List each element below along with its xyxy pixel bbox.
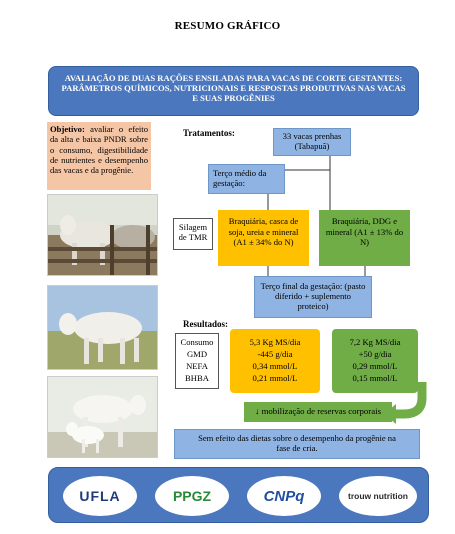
- param-consumo: Consumo: [180, 337, 214, 347]
- high-consumo: 5,3 Kg MS/dia: [249, 337, 301, 347]
- cnpq-logo-text: CNPq: [263, 487, 305, 505]
- result-high-box: [230, 329, 320, 393]
- ppgz-logo: [155, 476, 229, 516]
- page-title: RESUMO GRÁFICO: [174, 20, 281, 32]
- low-gmd: +50 g/dia: [358, 349, 392, 359]
- trouw-logo: [339, 476, 417, 516]
- high-bhba: 0,21 mmol/L: [252, 373, 298, 383]
- param-nefa: NEFA: [186, 361, 208, 371]
- results-label: Resultados:: [183, 319, 229, 329]
- cnpq-logo: [247, 476, 321, 516]
- silage-label: Silagem de TMR: [173, 218, 213, 250]
- objective-label: Objetivo:: [50, 124, 85, 134]
- treatments-label: Tratamentos:: [183, 128, 235, 138]
- result-params-box: [175, 333, 219, 389]
- high-gmd: -445 g/dia: [257, 349, 293, 359]
- ufla-logo-text: UFLA: [79, 488, 121, 504]
- final-third-box: Terço final da gestação: (pasto diferido + suplemento proteico): [254, 276, 372, 318]
- trouw-logo-text: trouw nutrition: [348, 491, 408, 501]
- footer-logos: [48, 467, 429, 523]
- cows-box: 33 vacas prenhas (Tabapuã): [273, 128, 351, 156]
- high-nefa: 0,34 mmol/L: [252, 361, 298, 371]
- param-gmd: GMD: [186, 349, 208, 359]
- ufla-logo: [63, 476, 137, 516]
- diet-high-box: Braquiária, casca de soja, ureia e mineral (A1 ± 34% do N): [218, 210, 309, 266]
- middle-third-box: Terço médio da gestação:: [208, 164, 285, 194]
- low-nefa: 0,29 mmol/L: [352, 361, 398, 371]
- progeny-box: Sem efeito das dietas sobre o desempenho da progênie na fase de cria.: [174, 429, 420, 459]
- low-bhba: 0,15 mmol/L: [352, 373, 398, 383]
- title-banner: AVALIAÇÃO DE DUAS RAÇÕES ENSILADAS PARA VACAS DE CORTE GESTANTES: PARÂMETROS QUÍMICOS, NUTRICIONAIS E RESPOSTAS PRODUTIVAS NAS VACAS E SUAS PROGÊNIES: [48, 66, 419, 116]
- param-bhba: BHBA: [185, 373, 209, 383]
- diet-low-box: Braquiária, DDG e mineral (A1 ± 13% do N): [319, 210, 410, 266]
- ppgz-logo-text: PPGZ: [172, 488, 212, 504]
- objective-text: avaliar o efeito da alta e baixa PNDR sobre o consumo, digestibilidade de nutrientes e desempenho das vacas e da progênie.: [50, 124, 148, 176]
- low-consumo: 7,2 Kg MS/dia: [349, 337, 401, 347]
- reserves-box: ↓ mobilização de reservas corporais: [244, 402, 392, 422]
